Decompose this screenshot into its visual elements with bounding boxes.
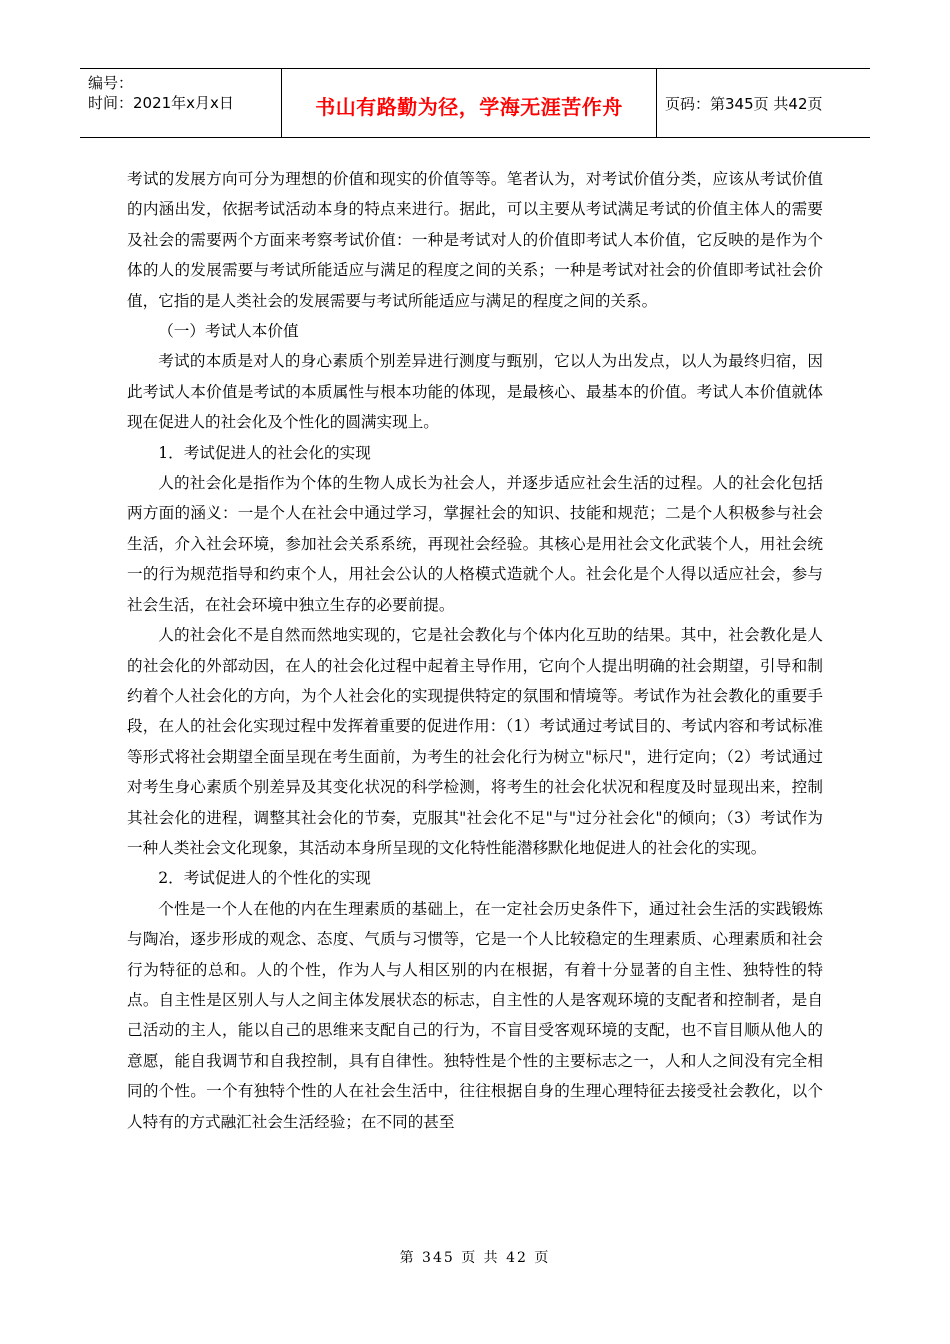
paragraph: 人的社会化是指作为个体的生物人成长为社会人，并逐步适应社会生活的过程。人的社会化包括两方面的涵义：一是个人在社会中通过学习，掌握社会的知识、技能和规范；二是个人积极参与社会生活，介入社会环境，参加社会关系系统，再现社会经验。其核心是用社会文化武装个人，用社会统一的行为规范指导和约束个人，用社会公认的人格模式造就个人。社会化是个人得以适应社会，参与社会生活，在社会环境中独立生存的必要前提。 (127, 474, 823, 614)
subsection-heading-individualization: 2．考试促进人的个性化的实现 (158, 869, 371, 888)
header-page-info: 页码：第345页 共42页 (665, 95, 823, 113)
paragraph-continuation: 考试的发展方向可分为理想的价值和现实的价值等等。笔者认为，对考试价值分类，应该从考试价值的内涵出发，依据考试活动本身的特点来进行。据此，可以主要从考试满足考试的价值主体人的需要及社会的需要两个方面来考察考试价值：一种是考试对人的价值即考试人本价值，它反映的是作为个体的人的发展需要与考试所能适应与满足的程度之间的关系；一种是考试对社会的价值即考试社会价值，它指的是人类社会的发展需要与考试所能适应与满足的程度之间的关系。 (127, 170, 823, 310)
page-footer: 第 345 页 共 42 页 (399, 1250, 551, 1266)
document-body (127, 164, 823, 1137)
paragraph: 个性是一个人在他的内在生理素质的基础上，在一定社会历史条件下，通过社会生活的实践锻炼与陶冶，逐步形成的观念、态度、气质与习惯等，它是一个人比较稳定的生理素质、心理素质和社会行为特征的总和。人的个性，作为人与人相区别的内在根据，有着十分显著的自主性、独特性的特点。自主性是区别人与人之间主体发展状态的标志，自主性的人是客观环境的支配者和控制者，是自己活动的主人，能以自己的思维来支配自己的行为，不盲目受客观环境的支配，也不盲目顺从他人的意愿，能自我调节和自我控制，具有自律性。独特性是个性的主要标志之一，人和人之间没有完全相同的个性。一个有独特个性的人在社会生活中，往往根据自身的生理心理特征去接受社会教化，以个人特有的方式融汇社会生活经验；在不同的甚至 (127, 899, 823, 1131)
document-number-label: 编号： (88, 74, 134, 92)
paragraph: 考试的本质是对人的身心素质个别差异进行测度与甄别，它以人为出发点，以人为最终归宿，因此考试人本价值是考试的本质属性与根本功能的体现，是最核心、最基本的价值。考试人本价值就体现在促进人的社会化及个性化的圆满实现上。 (127, 352, 823, 432)
header-table (80, 68, 870, 138)
section-heading-renben: （一）考试人本价值 (158, 322, 299, 341)
header-page-cell (657, 69, 870, 137)
header-motto: 书山有路勤为径，学海无涯苦作舟 (315, 95, 623, 119)
paragraph: 人的社会化不是自然而然地实现的，它是社会教化与个体内化互助的结果。其中，社会教化是人的社会化的外部动因，在人的社会化过程中起着主导作用，它向个人提出明确的社会期望，引导和制约着个人社会化的方向，为个人社会化的实现提供特定的氛围和情境等。考试作为社会教化的重要手段，在人的社会化实现过程中发挥着重要的促进作用：（1）考试通过考试目的、考试内容和考试标准等形式将社会期望全面呈现在考生面前，为考生的社会化行为树立"标尺"，进行定向；（2）考试通过对考生身心素质个别差异及其变化状况的科学检测，将考生的社会化状况和程度及时显现出来，控制其社会化的进程，调整其社会化的节奏，克服其"社会化不足"与"过分社会化"的倾向；（3）考试作为一种人类社会文化现象，其活动本身所呈现的文化特性能潜移默化地促进人的社会化的实现。 (127, 626, 823, 857)
header-motto-cell (282, 69, 657, 137)
subsection-heading-socialization: 1．考试促进人的社会化的实现 (158, 443, 371, 462)
header-meta-cell (80, 69, 282, 137)
document-date-label: 时间：2021年x月x日 (88, 94, 234, 112)
